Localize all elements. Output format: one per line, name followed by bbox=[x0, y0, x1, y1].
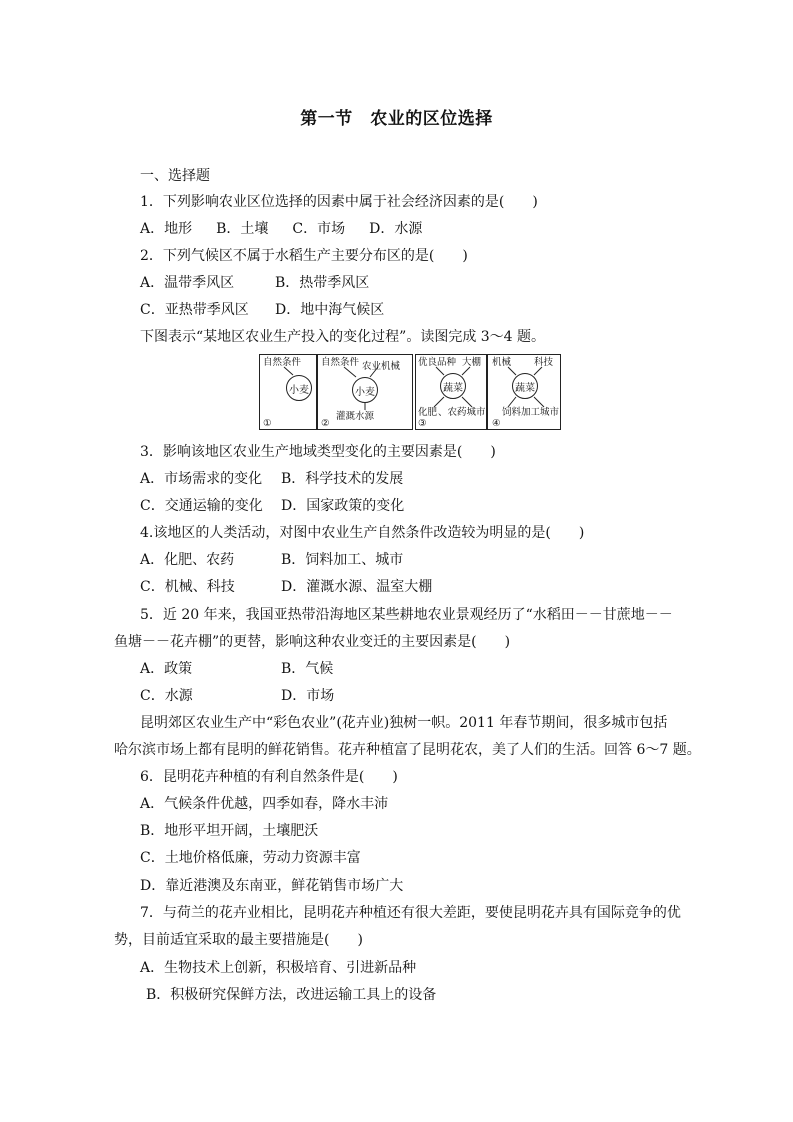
page-title: 第一节 农业的区位选择 bbox=[300, 109, 493, 129]
crop-circle-vegetables: 蔬菜 bbox=[512, 373, 538, 399]
diagram-panel-3 bbox=[415, 354, 487, 430]
label-natural-conditions: 自然条件 bbox=[321, 357, 360, 368]
option-c: C．水源 bbox=[140, 688, 193, 704]
option-c: C．交通运输的变化 bbox=[140, 498, 263, 514]
option-a: A．化肥、农药 bbox=[140, 552, 235, 568]
label-machinery: 机械 bbox=[492, 357, 512, 368]
label-improved-varieties: 优良品种 bbox=[418, 357, 457, 368]
option-a: A．市场需求的变化 bbox=[140, 471, 263, 487]
intro-3-4: 下图表示“某地区农业生产投入的变化过程”。读图完成 3～4 题。 bbox=[140, 329, 546, 345]
question-1-stem: 1．下列影响农业区位选择的因素中属于社会经济因素的是( ) bbox=[140, 194, 538, 210]
label-technology: 科技 bbox=[534, 357, 554, 368]
panel-number: ② bbox=[321, 418, 330, 429]
option-c: C．土地价格低廉，劳动力资源丰富 bbox=[140, 850, 361, 866]
label-farm-machinery: 农业机械 bbox=[362, 361, 401, 372]
option-d: D．靠近港澳及东南亚，鲜花销售市场广大 bbox=[140, 878, 404, 894]
label-greenhouse: 大棚 bbox=[462, 357, 482, 368]
question-4-stem: 4.该地区的人类活动，对图中农业生产自然条件改造较为明显的是( ) bbox=[140, 525, 585, 541]
question-3-stem: 3．影响该地区农业生产地域类型变化的主要因素是( ) bbox=[140, 444, 496, 460]
label-city: 城市 bbox=[540, 407, 560, 418]
option-d: D．地中海气候区 bbox=[275, 302, 385, 318]
option-b: B．饲料加工、城市 bbox=[281, 552, 404, 568]
option-a: A．生物技术上创新，积极培育、引进新品种 bbox=[140, 960, 417, 976]
option-d: D．水源 bbox=[369, 221, 423, 237]
option-a: A．温带季风区 bbox=[140, 275, 235, 291]
intro-6-7-line-1: 昆明郊区农业生产中“彩色农业”(花卉业)独树一帜。2011 年春节期间，很多城市包括 bbox=[140, 715, 668, 731]
label-pesticide-city: 、农药城市 bbox=[438, 407, 486, 418]
option-b: B．地形平坦开阔，土壤肥沃 bbox=[140, 823, 319, 839]
option-d: D．市场 bbox=[281, 688, 335, 704]
question-7-stem-line-1: 7．与荷兰的花卉业相比，昆明花卉种植还有很大差距，要使昆明花卉具有国际竞争的优 bbox=[140, 905, 681, 921]
option-b: B．气候 bbox=[281, 661, 334, 677]
question-7-stem-line-2: 势，目前适宜采取的最主要措施是( ) bbox=[114, 932, 363, 948]
option-b: B．科学技术的发展 bbox=[281, 471, 404, 487]
panel-number: ③ bbox=[418, 418, 427, 429]
option-d: D．国家政策的变化 bbox=[281, 498, 405, 514]
option-c: C．亚热带季风区 bbox=[140, 302, 249, 318]
diagram-panel-4 bbox=[487, 354, 561, 430]
option-a: A．地形 bbox=[140, 221, 193, 237]
section-heading: 一、选择题 bbox=[140, 168, 210, 184]
intro-6-7-line-2: 哈尔滨市场上都有昆明的鲜花销售。花卉种植富了昆明花农，美了人们的生活。回答 6～7 题。 bbox=[114, 742, 701, 758]
crop-circle-wheat: 小麦 bbox=[286, 375, 312, 401]
option-c: C．机械、科技 bbox=[140, 579, 235, 595]
agriculture-input-diagram bbox=[259, 354, 561, 432]
question-1-options bbox=[140, 219, 422, 239]
diagram-panel-1 bbox=[259, 354, 317, 430]
question-6-stem: 6．昆明花卉种植的有利自然条件是( ) bbox=[140, 769, 398, 785]
label-feed-processing: 饲料加工 bbox=[502, 407, 541, 418]
label-fertilizer: 化肥 bbox=[418, 407, 438, 418]
option-a: A．气候条件优越，四季如春，降水丰沛 bbox=[140, 796, 389, 812]
label-natural-conditions: 自然条件 bbox=[263, 357, 302, 368]
panel-number: ④ bbox=[492, 418, 501, 429]
option-b: B．热带季风区 bbox=[275, 275, 370, 291]
diagram-panel-2 bbox=[317, 354, 413, 430]
crop-circle-vegetables: 蔬菜 bbox=[440, 373, 466, 399]
crop-circle-wheat: 小麦 bbox=[352, 377, 378, 403]
option-a: A．政策 bbox=[140, 661, 193, 677]
panel-number: ① bbox=[263, 418, 272, 429]
option-b: B．土壤 bbox=[216, 221, 269, 237]
option-c: C．市场 bbox=[292, 221, 346, 237]
question-2-stem: 2．下列气候区不属于水稻生产主要分布区的是( ) bbox=[140, 248, 468, 264]
label-irrigation-water: 灌溉水源 bbox=[336, 411, 375, 422]
question-5-stem-line-1: 5．近 20 年来，我国亚热带沿海地区某些耕地农业景观经历了“水稻田－－甘蔗地－－ bbox=[140, 607, 673, 623]
option-b: B．积极研究保鲜方法，改进运输工具上的设备 bbox=[146, 987, 437, 1003]
question-5-stem-line-2: 鱼塘－－花卉棚”的更替，影响这种农业变迁的主要因素是( ) bbox=[114, 634, 511, 650]
option-d: D．灌溉水源、温室大棚 bbox=[281, 579, 433, 595]
